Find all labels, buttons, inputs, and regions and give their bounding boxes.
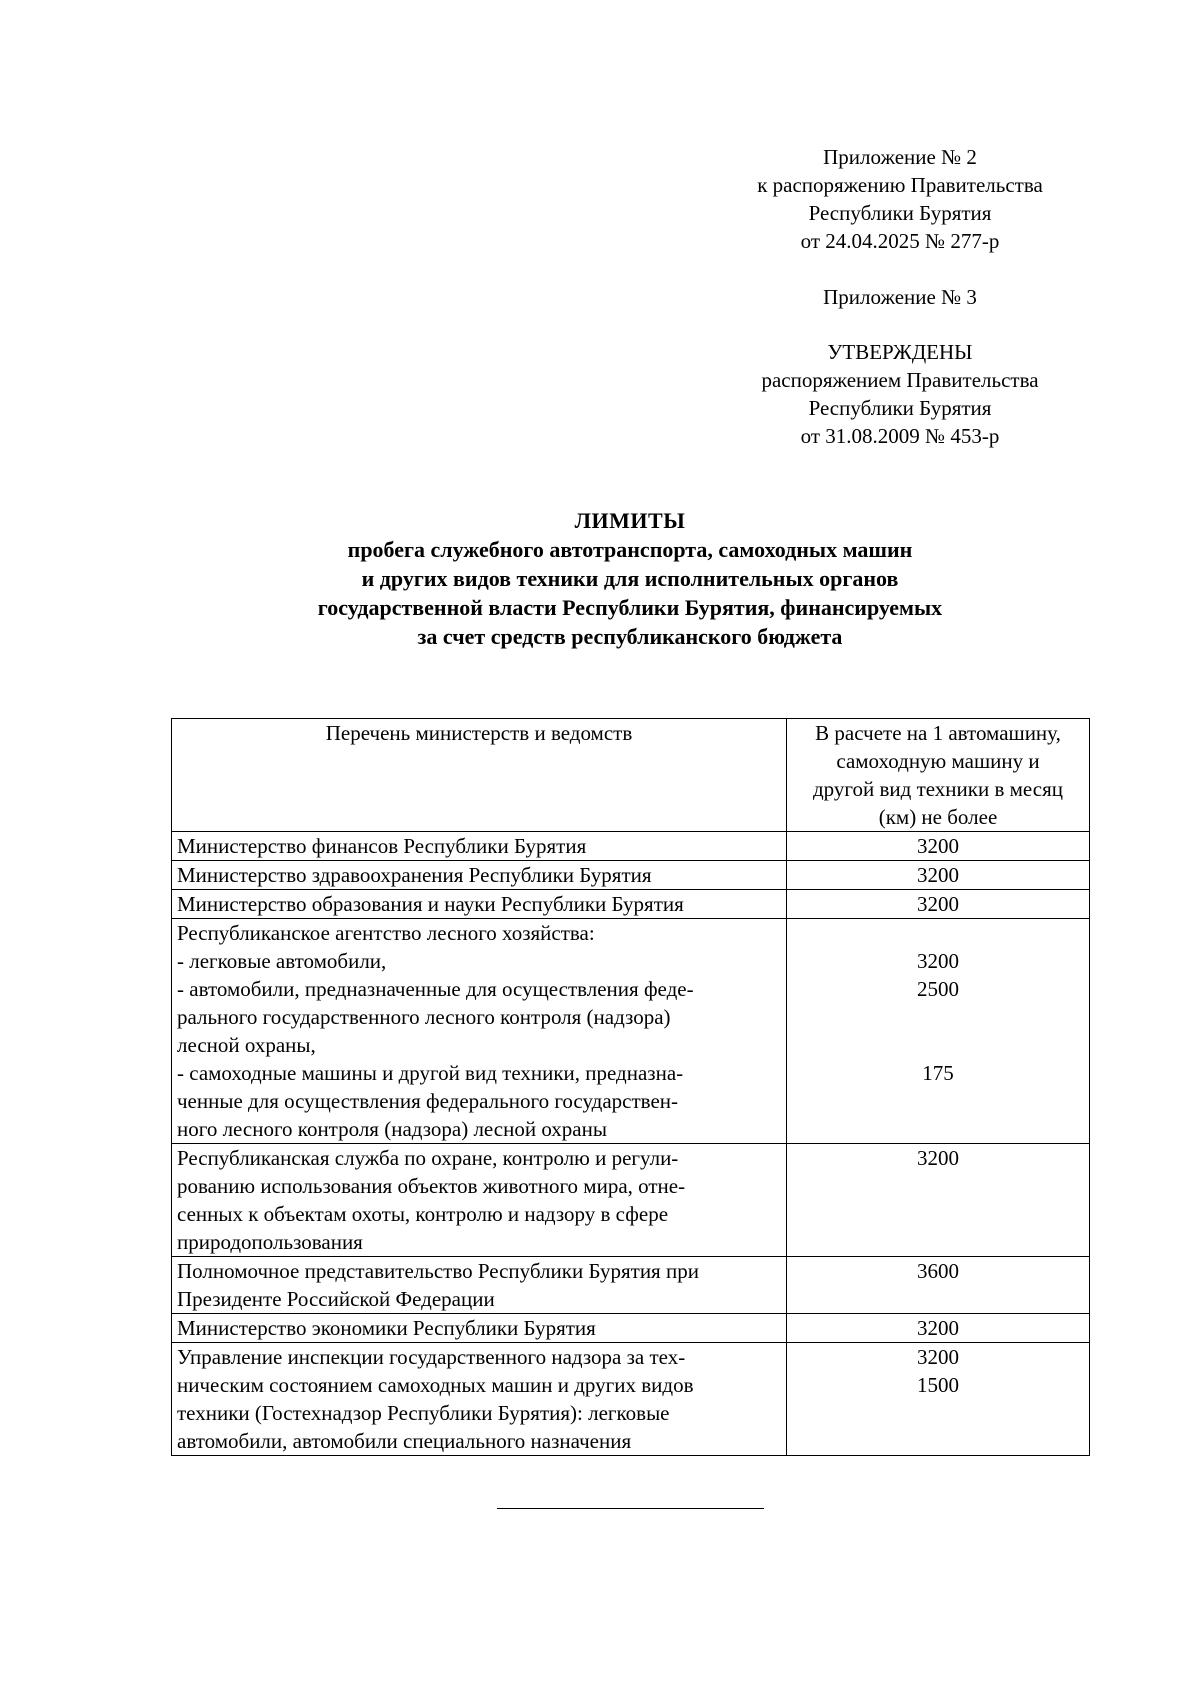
ministry-name: ного лесного контроля (надзора) лесной охраны	[177, 1117, 607, 1141]
limit-cell	[787, 861, 1090, 890]
limits-table	[171, 718, 1090, 1456]
limit-cell	[787, 832, 1090, 861]
table-row	[172, 861, 1090, 890]
limit-cell	[787, 1257, 1090, 1314]
header-line: Приложение № 2	[823, 145, 977, 169]
ministry-cell	[172, 861, 787, 890]
title-line: государственной власти Республики Бурятия, финансируемых	[317, 595, 943, 620]
spacer	[792, 1003, 1084, 1031]
spacer	[792, 919, 1084, 947]
header-text: (км) не более	[878, 805, 998, 829]
ministry-name: Министерство экономики Республики Бурятия	[177, 1316, 596, 1340]
table-header-row	[172, 719, 1090, 832]
title-line: и других видов техники для исполнительных органов	[361, 566, 899, 591]
ministry-name: сенных к объектам охоты, контролю и надзору в сфере	[177, 1202, 669, 1226]
header-text: другой вид техники в месяц	[813, 777, 1063, 801]
ministry-cell	[172, 1257, 787, 1314]
ministry-name: Республиканская служба по охране, контролю и регули-	[177, 1146, 679, 1170]
ministry-name: Министерство здравоохранения Республики Бурятия	[177, 863, 652, 887]
limit-cell	[787, 1343, 1090, 1456]
header-text: самоходную машину и	[836, 749, 1040, 773]
header-text: В расчете на 1 автомашину,	[815, 721, 1061, 745]
table-row	[172, 832, 1090, 861]
limit-value: 3200	[917, 863, 959, 887]
table-row	[172, 919, 1090, 1144]
ministry-name: Полномочное представительство Республики Бурятия при	[177, 1259, 699, 1283]
ministry-name: Президенте Российской Федерации	[177, 1287, 495, 1311]
limit-value: 3200	[917, 1146, 959, 1170]
limit-cell	[787, 919, 1090, 1144]
title-line: за счет средств республиканского бюджета	[417, 624, 843, 649]
title-heading: ЛИМИТЫ	[574, 508, 686, 533]
ministry-cell	[172, 1314, 787, 1343]
approval-block	[690, 338, 1110, 450]
ministry-name: ническим состоянием самоходных машин и других видов	[177, 1373, 694, 1397]
limit-value: 175	[922, 1061, 954, 1085]
ministry-name: лесной охраны,	[177, 1033, 316, 1057]
ministry-name: Министерство образования и науки Республики Бурятия	[177, 892, 684, 916]
ministry-name: - легковые автомобили,	[177, 949, 387, 973]
ministry-name: ченные для осуществления федерального государствен-	[177, 1089, 678, 1113]
ministry-name: автомобили, автомобили специального назначения	[177, 1429, 632, 1453]
limit-value: 1500	[917, 1373, 959, 1397]
header-ministries	[172, 719, 787, 832]
table-row	[172, 1314, 1090, 1343]
approval-line: от 31.08.2009 № 453-р	[800, 424, 1000, 448]
limit-value: 2500	[917, 977, 959, 1001]
ministry-cell	[172, 890, 787, 919]
approval-line: УТВЕРЖДЕНЫ	[827, 340, 973, 364]
limit-value: 3200	[917, 892, 959, 916]
ministry-name: рального государственного лесного контроля (надзора)	[177, 1005, 671, 1029]
limit-cell	[787, 1314, 1090, 1343]
ministry-name: природопользования	[177, 1230, 363, 1254]
appendix-2-header	[690, 143, 1110, 255]
table-row	[172, 1144, 1090, 1257]
table-row	[172, 1257, 1090, 1314]
ministry-name: Министерство финансов Республики Бурятия	[177, 834, 587, 858]
header-line: к распоряжению Правительства	[757, 173, 1043, 197]
ministry-name: техники (Гостехнадзор Республики Бурятия): легковые	[177, 1401, 670, 1425]
approval-line: Республики Бурятия	[808, 396, 992, 420]
ministry-name: рованию использования объектов животного мира, отне-	[177, 1174, 686, 1198]
limit-value: 3200	[917, 949, 959, 973]
ministry-cell	[172, 919, 787, 1144]
approval-line: распоряжением Правительства	[761, 368, 1039, 392]
limit-cell	[787, 1144, 1090, 1257]
ministry-name: - автомобили, предназначенные для осуществления феде-	[177, 977, 694, 1001]
ministry-name: Республиканское агентство лесного хозяйства:	[177, 921, 595, 945]
header-line: Республики Бурятия	[808, 201, 992, 225]
end-separator-line	[497, 1508, 764, 1509]
header-text: Перечень министерств и ведомств	[325, 721, 633, 745]
limit-value: 3200	[917, 1345, 959, 1369]
limit-cell	[787, 890, 1090, 919]
limit-value: 3200	[917, 834, 959, 858]
header-line: Приложение № 3	[823, 285, 977, 309]
ministry-name: Управление инспекции государственного надзора за тех-	[177, 1345, 686, 1369]
ministry-cell	[172, 1343, 787, 1456]
appendix-3-header	[690, 283, 1110, 311]
table-row	[172, 890, 1090, 919]
document-title	[130, 506, 1130, 651]
ministry-cell	[172, 1144, 787, 1257]
ministry-cell	[172, 832, 787, 861]
header-line: от 24.04.2025 № 277-р	[800, 229, 1000, 253]
ministry-name: - самоходные машины и другой вид техники, предназна-	[177, 1061, 684, 1085]
limit-value: 3200	[917, 1316, 959, 1340]
table-row	[172, 1343, 1090, 1456]
title-line: пробега служебного автотранспорта, самоходных машин	[347, 537, 913, 562]
limit-value: 3600	[917, 1259, 959, 1283]
header-limit	[787, 719, 1090, 832]
spacer	[792, 1031, 1084, 1059]
